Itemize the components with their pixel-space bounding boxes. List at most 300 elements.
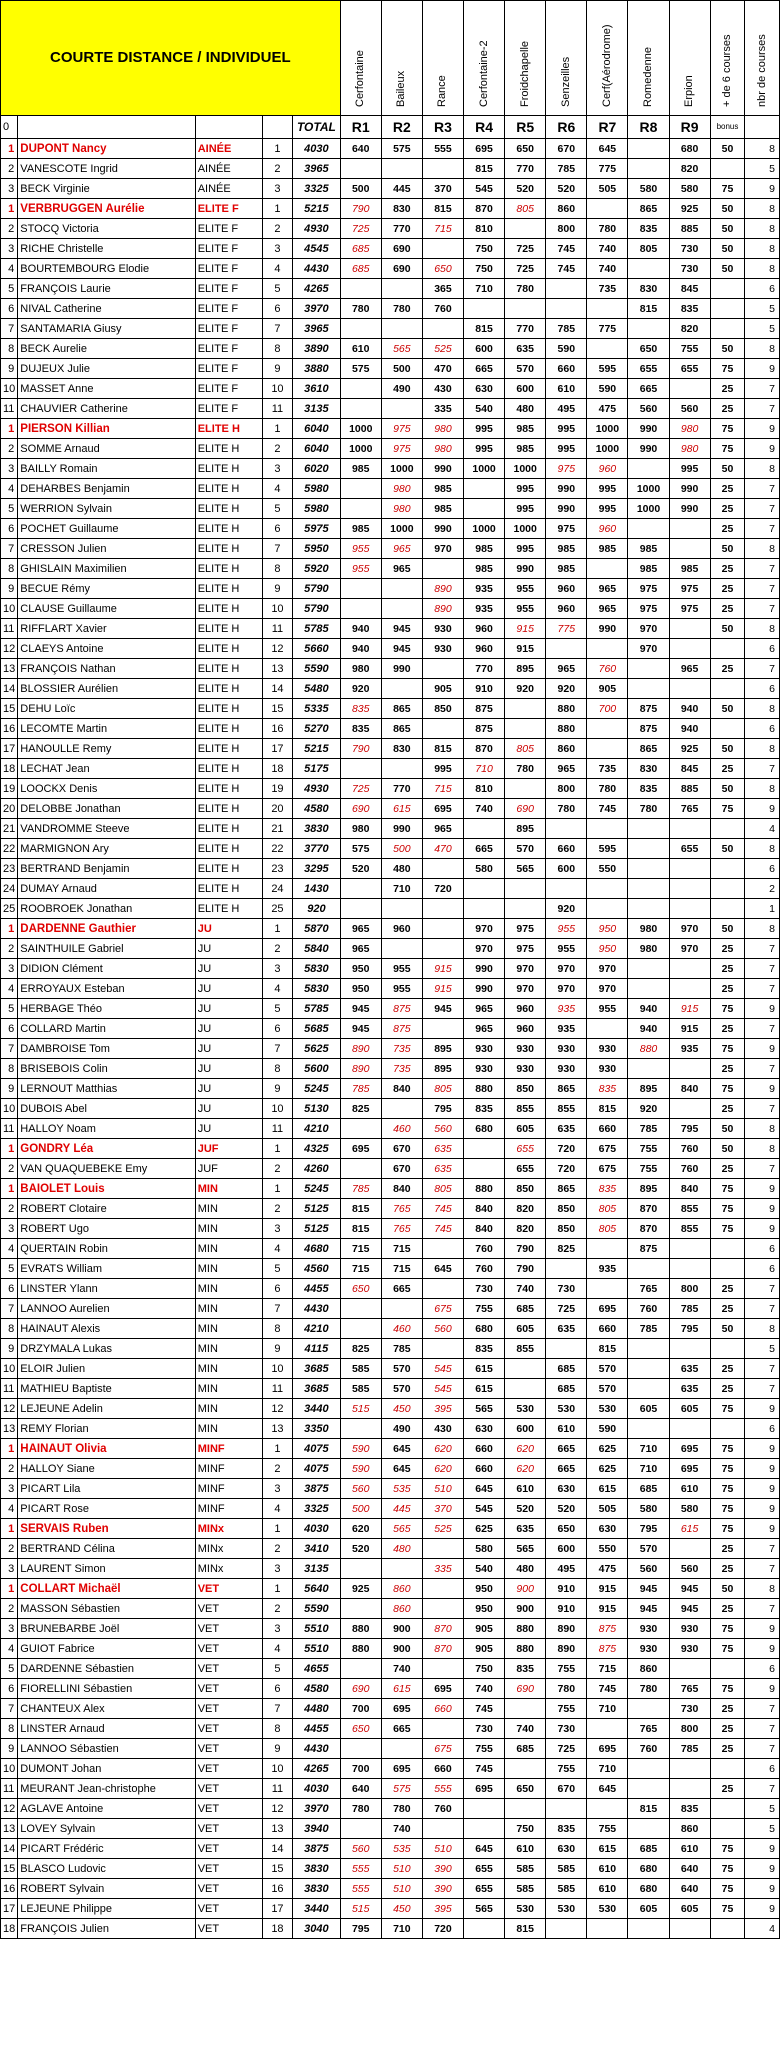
race-score: 965 (381, 539, 422, 559)
race-count: 6 (745, 279, 780, 299)
category: ELITE H (195, 559, 262, 579)
race-score (340, 579, 381, 599)
race-count: 8 (745, 699, 780, 719)
race-score: 520 (505, 1499, 546, 1519)
race-count: 5 (745, 299, 780, 319)
bonus-points: 75 (710, 1839, 745, 1859)
overall-rank: 3 (1, 959, 18, 979)
race-score: 690 (505, 1679, 546, 1699)
athlete-name: LANNOO Aurelien (18, 1299, 195, 1319)
race-score (340, 1319, 381, 1339)
athlete-name: GONDRY Léa (18, 1139, 195, 1159)
race-score: 915 (669, 1019, 710, 1039)
race-score: 740 (587, 239, 628, 259)
race-score: 1000 (587, 439, 628, 459)
race-score: 945 (628, 1579, 669, 1599)
race-score: 930 (587, 1059, 628, 1079)
race-score: 985 (628, 539, 669, 559)
race-score: 675 (587, 1139, 628, 1159)
race-score (628, 879, 669, 899)
race-score: 580 (628, 1499, 669, 1519)
race-score: 970 (505, 959, 546, 979)
category-rank: 1 (262, 1579, 292, 1599)
race-score (340, 599, 381, 619)
total-header: TOTAL (293, 116, 341, 139)
race-score: 835 (587, 1179, 628, 1199)
race-count: 7 (745, 499, 780, 519)
race-score: 520 (546, 1499, 587, 1519)
overall-rank: 6 (1, 1679, 18, 1699)
race-score: 395 (422, 1899, 463, 1919)
category-rank: 5 (262, 279, 292, 299)
race-score: 880 (340, 1639, 381, 1659)
race-count: 7 (745, 759, 780, 779)
category-rank: 1 (262, 919, 292, 939)
race-score: 1000 (464, 459, 505, 479)
total-points: 5790 (293, 599, 341, 619)
race-score: 955 (546, 919, 587, 939)
bonus-points: 25 (710, 1359, 745, 1379)
category: MINx (195, 1519, 262, 1539)
race-score: 755 (669, 339, 710, 359)
table-row (1, 359, 780, 379)
race-score: 845 (669, 759, 710, 779)
race-score: 590 (546, 339, 587, 359)
athlete-name: LAURENT Simon (18, 1559, 195, 1579)
overall-rank: 23 (1, 859, 18, 879)
race-score: 795 (669, 1119, 710, 1139)
race-score: 835 (340, 699, 381, 719)
athlete-name: CLAUSE Guillaume (18, 599, 195, 619)
race-score: 975 (669, 579, 710, 599)
race-score: 940 (669, 719, 710, 739)
race-score: 625 (464, 1519, 505, 1539)
race-score: 560 (340, 1479, 381, 1499)
overall-rank: 13 (1, 1419, 18, 1439)
race-score: 740 (464, 799, 505, 819)
race-score: 680 (628, 1859, 669, 1879)
category-rank: 2 (262, 1539, 292, 1559)
table-row (1, 919, 780, 939)
race-score: 725 (505, 239, 546, 259)
race-score: 935 (464, 579, 505, 599)
category-rank: 2 (262, 1159, 292, 1179)
race-score: 510 (381, 1859, 422, 1879)
race-score: 995 (505, 479, 546, 499)
race-score: 480 (505, 1559, 546, 1579)
race-score: 475 (587, 399, 628, 419)
athlete-name: BECK Aurelie (18, 339, 195, 359)
race-count: 9 (745, 1679, 780, 1699)
total-points: 4030 (293, 139, 341, 159)
race-score: 995 (546, 439, 587, 459)
race-count: 4 (745, 1919, 780, 1939)
race-score: 620 (340, 1519, 381, 1539)
athlete-name: POCHET Guillaume (18, 519, 195, 539)
table-row (1, 1019, 780, 1039)
total-points: 5980 (293, 499, 341, 519)
race-count: 9 (745, 1899, 780, 1919)
category-rank: 15 (262, 1859, 292, 1879)
category: MIN (195, 1199, 262, 1219)
athlete-name: LEJEUNE Adelin (18, 1399, 195, 1419)
overall-rank: 3 (1, 1559, 18, 1579)
race-score: 665 (464, 359, 505, 379)
table-row (1, 1899, 780, 1919)
race-score: 820 (669, 159, 710, 179)
bonus-points: 25 (710, 1379, 745, 1399)
race-score: 540 (464, 399, 505, 419)
total-points: 5685 (293, 1019, 341, 1039)
bonus-points (710, 1819, 745, 1839)
bonus-points: 75 (710, 359, 745, 379)
race-score: 560 (669, 399, 710, 419)
race-score: 710 (464, 279, 505, 299)
category: JU (195, 1059, 262, 1079)
race-score (587, 899, 628, 919)
total-points: 5510 (293, 1639, 341, 1659)
bonus-points (710, 1339, 745, 1359)
athlete-name: SANTAMARIA Giusy (18, 319, 195, 339)
athlete-name: BRISEBOIS Colin (18, 1059, 195, 1079)
race-score: 980 (422, 439, 463, 459)
athlete-name: MASSON Sébastien (18, 1599, 195, 1619)
race-score: 480 (381, 859, 422, 879)
overall-rank: 14 (1, 679, 18, 699)
race-score: 740 (587, 259, 628, 279)
race-score: 640 (669, 1859, 710, 1879)
category-rank: 3 (262, 1219, 292, 1239)
bonus-points (710, 819, 745, 839)
total-points: 3135 (293, 1559, 341, 1579)
race-score: 575 (340, 839, 381, 859)
race-score: 750 (505, 1819, 546, 1839)
athlete-name: ROBERT Sylvain (18, 1879, 195, 1899)
race-score: 950 (587, 919, 628, 939)
race-score: 535 (381, 1839, 422, 1859)
race-score: 550 (587, 859, 628, 879)
race-score: 950 (340, 979, 381, 999)
overall-rank: 18 (1, 1919, 18, 1939)
race-score: 490 (381, 1419, 422, 1439)
race-score: 740 (464, 1679, 505, 1699)
race-score: 545 (464, 179, 505, 199)
sub-header-row (1, 116, 780, 139)
race-count: 4 (745, 819, 780, 839)
race-score (587, 199, 628, 219)
race-score: 930 (669, 1639, 710, 1659)
category-rank: 2 (262, 1459, 292, 1479)
total-points: 3965 (293, 319, 341, 339)
total-points: 3325 (293, 179, 341, 199)
race-score: 660 (587, 1119, 628, 1139)
race-score (587, 1919, 628, 1939)
race-score: 975 (381, 439, 422, 459)
overall-rank: 1 (1, 1579, 18, 1599)
race-count: 7 (745, 479, 780, 499)
overall-rank: 12 (1, 639, 18, 659)
overall-rank: 20 (1, 799, 18, 819)
table-row (1, 1439, 780, 1459)
race-score: 450 (381, 1399, 422, 1419)
bonus-points: 50 (710, 699, 745, 719)
race-count: 1 (745, 899, 780, 919)
athlete-name: GHISLAIN Maximilien (18, 559, 195, 579)
table-row (1, 1519, 780, 1539)
race-score: 965 (546, 759, 587, 779)
race-score: 685 (505, 1739, 546, 1759)
race-count: 7 (745, 1159, 780, 1179)
race-score: 480 (505, 399, 546, 419)
race-score: 710 (628, 1439, 669, 1459)
race-score: 555 (422, 139, 463, 159)
race-score: 815 (464, 159, 505, 179)
bonus-points: 25 (710, 1539, 745, 1559)
race-score: 1000 (587, 419, 628, 439)
race-count: 9 (745, 1399, 780, 1419)
athlete-name: DUBOIS Abel (18, 1099, 195, 1119)
race-score: 975 (546, 519, 587, 539)
race-score (669, 1099, 710, 1119)
total-points: 3770 (293, 839, 341, 859)
overall-rank: 6 (1, 299, 18, 319)
bonus-points: 75 (710, 1499, 745, 1519)
race-score: 825 (546, 1239, 587, 1259)
race-count: 7 (745, 1559, 780, 1579)
overall-rank: 8 (1, 1319, 18, 1339)
category: ELITE F (195, 359, 262, 379)
race-score: 785 (340, 1179, 381, 1199)
race-count: 6 (745, 1239, 780, 1259)
race-score (422, 1019, 463, 1039)
athlete-name: DARDENNE Gauthier (18, 919, 195, 939)
category: ELITE H (195, 619, 262, 639)
total-points: 3295 (293, 859, 341, 879)
total-points: 4545 (293, 239, 341, 259)
race-count: 6 (745, 719, 780, 739)
bonus-points: 25 (710, 1099, 745, 1119)
race-score (422, 899, 463, 919)
race-score: 915 (422, 959, 463, 979)
race-score: 625 (587, 1439, 628, 1459)
race-score: 980 (381, 479, 422, 499)
overall-rank: 7 (1, 1039, 18, 1059)
total-points: 3410 (293, 1539, 341, 1559)
overall-rank: 10 (1, 599, 18, 619)
table-row (1, 379, 780, 399)
race-score: 975 (628, 579, 669, 599)
bonus-points: 75 (710, 999, 745, 1019)
total-points: 5215 (293, 199, 341, 219)
race-score (628, 979, 669, 999)
race-score: 600 (546, 1539, 587, 1559)
category-rank: 25 (262, 899, 292, 919)
athlete-name: RICHE Christelle (18, 239, 195, 259)
race-score: 605 (505, 1119, 546, 1139)
athlete-name: LANNOO Sébastien (18, 1739, 195, 1759)
race-score: 660 (546, 839, 587, 859)
table-row (1, 1099, 780, 1119)
race-score (628, 1259, 669, 1279)
race-score: 995 (669, 459, 710, 479)
race-score: 765 (381, 1199, 422, 1219)
table-row (1, 1859, 780, 1879)
race-score (505, 899, 546, 919)
bonus-points (710, 159, 745, 179)
category: MIN (195, 1359, 262, 1379)
race-score (422, 719, 463, 739)
race-count: 8 (745, 1319, 780, 1339)
race-count: 7 (745, 1019, 780, 1039)
race-score: 555 (340, 1859, 381, 1879)
overall-rank: 24 (1, 879, 18, 899)
overall-rank: 1 (1, 1179, 18, 1199)
race-score: 700 (340, 1699, 381, 1719)
race-score (505, 1699, 546, 1719)
race-score: 850 (422, 699, 463, 719)
race-score: 780 (628, 1679, 669, 1699)
race-score (381, 319, 422, 339)
race-score (587, 819, 628, 839)
category: ELITE H (195, 839, 262, 859)
race-score: 675 (422, 1299, 463, 1319)
race-score: 720 (422, 879, 463, 899)
race-score (422, 239, 463, 259)
race-count: 9 (745, 1859, 780, 1879)
race-score: 500 (381, 839, 422, 859)
race-score: 975 (505, 919, 546, 939)
race-score: 870 (422, 1619, 463, 1639)
race-score: 590 (340, 1459, 381, 1479)
race-score (464, 1799, 505, 1819)
race-header-9: Erpion (669, 1, 710, 116)
nb-courses-header: nbr de courses (745, 1, 780, 116)
race-score: 915 (587, 1579, 628, 1599)
bonus-points: 50 (710, 459, 745, 479)
race-score: 390 (422, 1879, 463, 1899)
race-score: 665 (628, 379, 669, 399)
race-score: 940 (628, 1019, 669, 1039)
overall-rank: 17 (1, 739, 18, 759)
race-score: 760 (628, 1299, 669, 1319)
race-score: 730 (669, 239, 710, 259)
race-score (381, 1739, 422, 1759)
race-score (628, 1379, 669, 1399)
race-score: 565 (381, 339, 422, 359)
bonus-points: 25 (710, 1699, 745, 1719)
category: VET (195, 1699, 262, 1719)
total-points: 4075 (293, 1439, 341, 1459)
race-count: 7 (745, 1359, 780, 1379)
race-score (464, 1919, 505, 1939)
race-score: 695 (340, 1139, 381, 1159)
race-score: 760 (422, 299, 463, 319)
category: VET (195, 1819, 262, 1839)
race-score: 965 (340, 939, 381, 959)
race-score: 335 (422, 1559, 463, 1579)
race-score: 500 (340, 179, 381, 199)
table-row (1, 1259, 780, 1279)
race-score: 660 (422, 1759, 463, 1779)
race-score: 985 (464, 539, 505, 559)
race-score: 970 (546, 979, 587, 999)
race-score: 695 (669, 1459, 710, 1479)
race-count: 9 (745, 439, 780, 459)
race-score: 585 (505, 1859, 546, 1879)
race-score: 700 (587, 699, 628, 719)
category-rank: 8 (262, 1319, 292, 1339)
total-points: 4265 (293, 1759, 341, 1779)
bonus-points: 25 (710, 379, 745, 399)
race-score (422, 1719, 463, 1739)
race-score: 890 (340, 1059, 381, 1079)
race-score: 915 (505, 619, 546, 639)
category: ELITE F (195, 299, 262, 319)
category-rank: 22 (262, 839, 292, 859)
table-row (1, 1319, 780, 1339)
race-score: 995 (587, 479, 628, 499)
category-rank: 3 (262, 1559, 292, 1579)
athlete-name: COLLART Michaël (18, 1579, 195, 1599)
race-code-6: R6 (546, 116, 587, 139)
race-score (669, 959, 710, 979)
race-score (340, 1659, 381, 1679)
race-score: 785 (340, 1079, 381, 1099)
bonus-points (710, 279, 745, 299)
race-score: 695 (464, 1779, 505, 1799)
race-score (628, 319, 669, 339)
race-score: 925 (340, 1579, 381, 1599)
race-score: 740 (381, 1659, 422, 1679)
overall-rank: 9 (1, 579, 18, 599)
overall-rank: 7 (1, 1299, 18, 1319)
category-rank: 14 (262, 679, 292, 699)
race-score: 895 (505, 819, 546, 839)
race-score (381, 579, 422, 599)
race-score: 620 (422, 1459, 463, 1479)
race-score: 460 (381, 1319, 422, 1339)
race-count: 7 (745, 1279, 780, 1299)
bonus-points (710, 1919, 745, 1939)
race-score (628, 259, 669, 279)
race-score: 630 (464, 379, 505, 399)
race-score (669, 619, 710, 639)
bonus-points: 75 (710, 1079, 745, 1099)
race-score: 545 (464, 1499, 505, 1519)
category-rank: 5 (262, 1659, 292, 1679)
table-row (1, 759, 780, 779)
race-score: 755 (628, 1159, 669, 1179)
race-score: 860 (628, 1659, 669, 1679)
race-score: 840 (669, 1079, 710, 1099)
bonus-points: 25 (710, 1599, 745, 1619)
total-points: 3880 (293, 359, 341, 379)
race-score (340, 1739, 381, 1759)
race-score: 690 (340, 1679, 381, 1699)
table-row (1, 679, 780, 699)
bonus-points: 75 (710, 1399, 745, 1419)
race-score (628, 1419, 669, 1439)
total-points: 5130 (293, 1099, 341, 1119)
race-score: 890 (546, 1619, 587, 1639)
bonus-points: 50 (710, 239, 745, 259)
race-score: 520 (340, 1539, 381, 1559)
overall-rank: 5 (1, 999, 18, 1019)
race-score: 605 (669, 1899, 710, 1919)
table-row (1, 459, 780, 479)
race-score (505, 1799, 546, 1819)
race-score: 610 (587, 1859, 628, 1879)
